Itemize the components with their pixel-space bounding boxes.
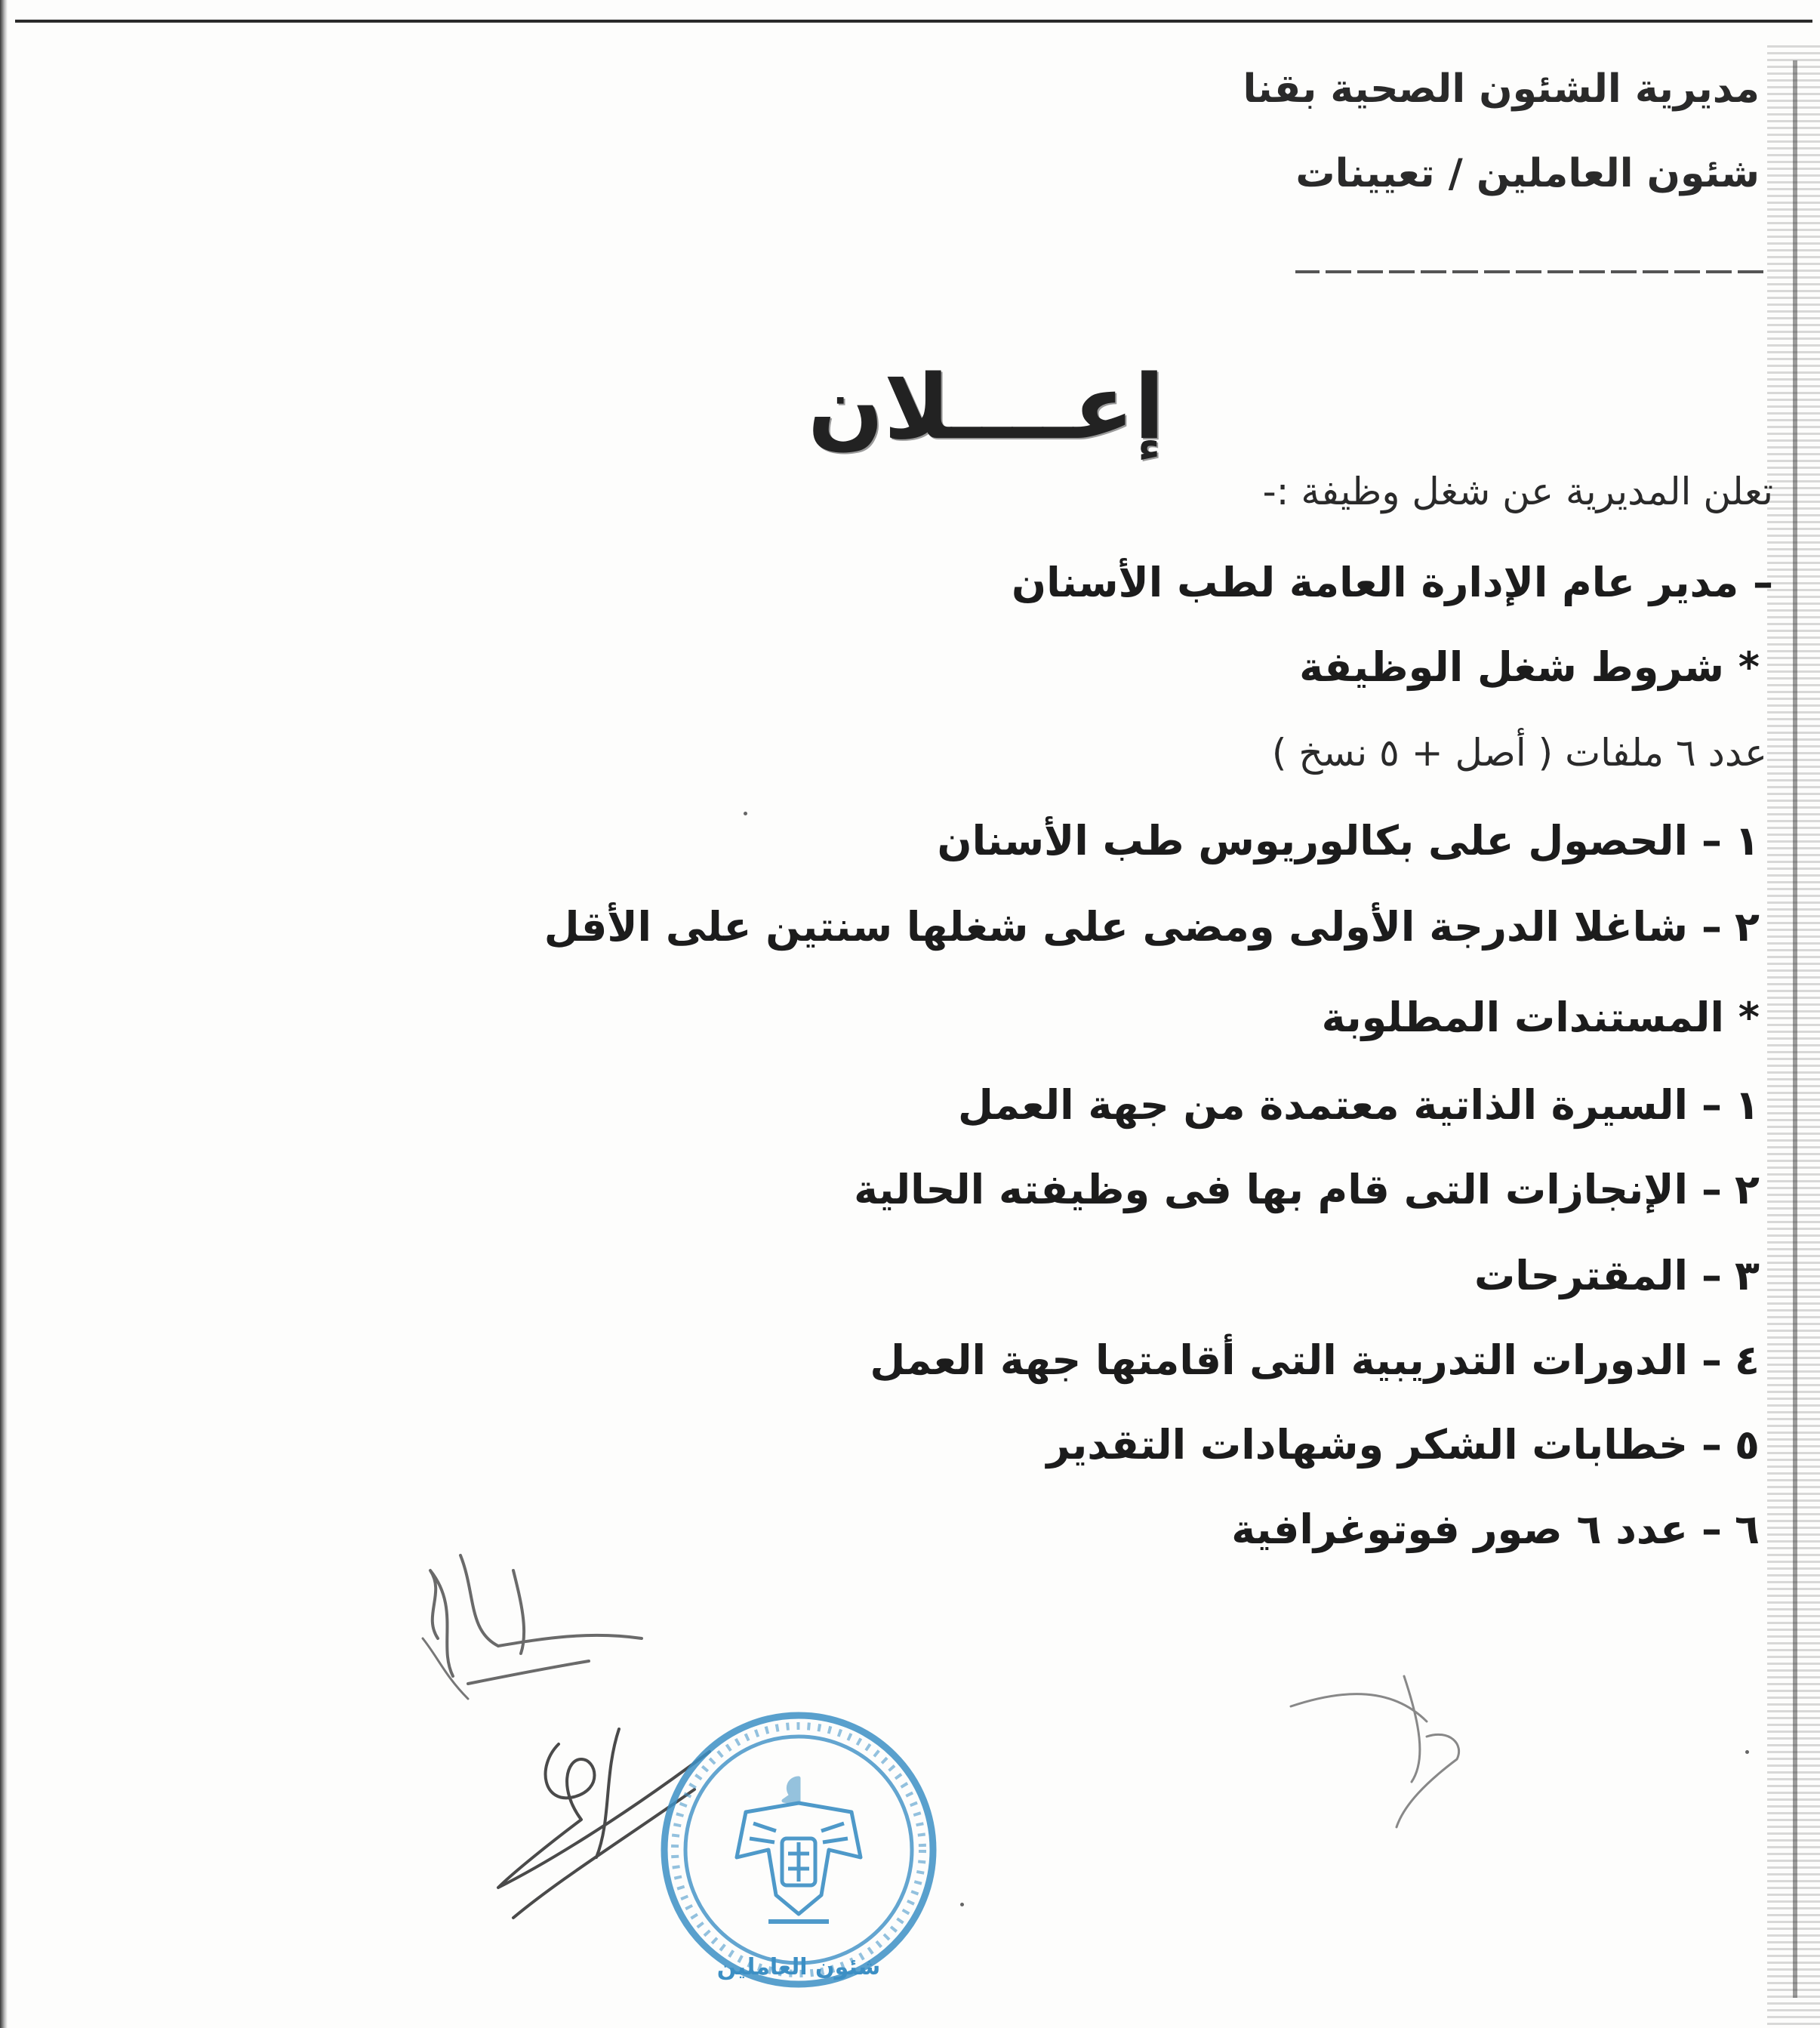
item-dash: –: [1701, 1421, 1722, 1469]
handwritten-signature-upper: [393, 1525, 694, 1714]
item-dash: –: [1701, 903, 1722, 951]
position-title: [1012, 559, 1773, 606]
position-dash: –: [1738, 559, 1773, 606]
scan-right-edge-line: [1793, 60, 1797, 1998]
document-text: السيرة الذاتية معتمدة من جهة العمل: [957, 1081, 1688, 1129]
eagle-emblem-icon: [737, 1778, 861, 1922]
handwritten-initials: [1276, 1661, 1502, 1835]
document-item: [1231, 1506, 1760, 1553]
directorate-name: مديرية الشئون الصحية بقنا: [1243, 66, 1760, 112]
document-item: [870, 1336, 1760, 1384]
files-note: عدد ٦ ملفات ( أصل + ٥ نسخ ): [1271, 731, 1767, 775]
documents-heading: * المستندات المطلوبة: [1321, 994, 1760, 1041]
document-text: الدورات التدريبية التى أقامتها جهة العمل: [870, 1336, 1688, 1384]
document-item: [854, 1166, 1760, 1213]
document-number: ١: [1735, 1081, 1760, 1129]
condition-item: [544, 903, 1760, 951]
document-item: [1046, 1421, 1760, 1469]
document-text: الإنجازات التى قام بها فى وظيفته الحالية: [854, 1166, 1688, 1213]
position-text: مدير عام الإدارة العامة لطب الأسنان: [1012, 559, 1739, 606]
document-item: [1474, 1252, 1760, 1299]
top-border-line: [15, 20, 1812, 23]
official-seal-stamp: [655, 1706, 942, 1993]
document-text: خطابات الشكر وشهادات التقدير: [1046, 1421, 1688, 1469]
document-number: ٥: [1735, 1421, 1760, 1469]
item-dash: –: [1701, 817, 1722, 865]
scan-speck: [1745, 1750, 1749, 1754]
item-dash: –: [1701, 1252, 1722, 1299]
item-dash: –: [1701, 1081, 1722, 1129]
document-number: ٣: [1735, 1252, 1760, 1299]
department-name: شئون العاملين / تعيينات: [1295, 151, 1760, 196]
scan-speck: [744, 812, 747, 815]
item-dash: –: [1701, 1166, 1722, 1213]
document-number: ٢: [1735, 1166, 1760, 1213]
document-number: ٦: [1735, 1506, 1760, 1553]
item-dash: –: [1701, 1506, 1722, 1553]
document-item: [958, 1081, 1760, 1129]
header-divider: [1295, 270, 1763, 273]
condition-number: ٢: [1735, 903, 1760, 951]
condition-text: شاغلا الدرجة الأولى ومضى على شغلها سنتين على الأقل: [544, 903, 1688, 951]
condition-number: ١: [1735, 817, 1760, 865]
document-text: عدد ٦ صور فوتوغرافية: [1231, 1506, 1688, 1553]
scan-speck: [960, 1903, 964, 1906]
announcement-title: إعــــلان: [808, 355, 1165, 459]
document-text: المقترحات: [1474, 1252, 1688, 1299]
document-number: ٤: [1735, 1336, 1760, 1384]
condition-text: الحصول على بكالوريوس طب الأسنان: [937, 817, 1688, 865]
condition-item: [938, 817, 1760, 865]
conditions-heading: * شروط شغل الوظيفة: [1299, 643, 1760, 691]
item-dash: –: [1701, 1336, 1722, 1384]
intro-text: تعلن المديرية عن شغل وظيفة :-: [1262, 470, 1773, 513]
seal-caption: شئون العاملين: [716, 1954, 881, 1980]
scan-left-edge: [0, 0, 8, 2028]
